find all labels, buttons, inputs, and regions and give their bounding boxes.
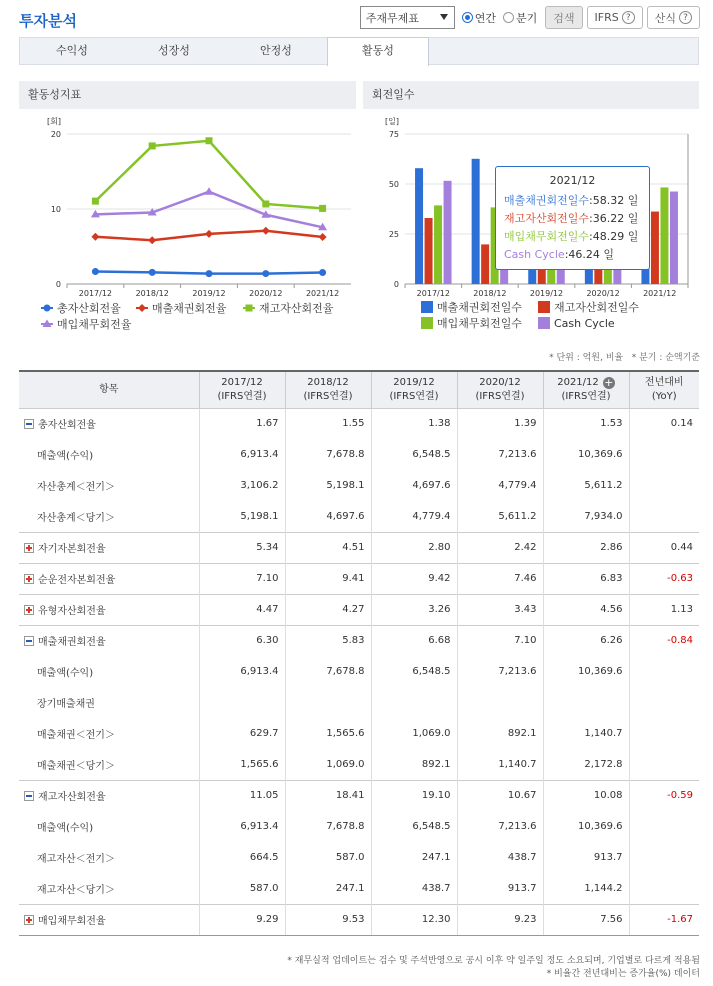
column-header-period	[457, 371, 543, 408]
row-label-cell	[19, 594, 199, 625]
value-cell: 2.80	[371, 532, 457, 563]
table-row	[19, 501, 699, 532]
quarter-note: * 분기 : 순액기준	[631, 353, 700, 363]
value-cell: 1,140.7	[543, 718, 629, 749]
value-cell: 5,611.2	[457, 501, 543, 532]
column-header-period	[543, 371, 629, 408]
footnote: * 비율간 전년대비는 증가율(%) 데이터	[546, 969, 700, 979]
row-label-cell	[19, 470, 199, 501]
tab-profitability[interactable]: 수익성	[56, 44, 88, 57]
value-cell: 1.67	[199, 408, 285, 439]
legend-label: 재고자산회전율	[259, 302, 334, 315]
x-tick-label: 2021/12	[305, 289, 340, 298]
column-header-yoy	[629, 371, 699, 408]
table-header-row	[19, 371, 699, 408]
bar	[481, 244, 489, 284]
data-point	[262, 227, 270, 235]
row-label-cell	[19, 501, 199, 532]
value-cell: 6,913.4	[199, 811, 285, 842]
row-label: 매출액(수익)	[37, 451, 94, 462]
data-point	[205, 230, 213, 238]
value-cell: 892.1	[457, 718, 543, 749]
bar	[425, 218, 433, 284]
yoy-cell: -1.67	[629, 904, 699, 935]
column-header-period	[199, 371, 285, 408]
legend-swatch	[421, 301, 433, 313]
tooltip-row	[504, 210, 641, 228]
legend-label: 매출채권회전일수	[437, 301, 523, 314]
activity-table	[19, 370, 699, 936]
value-cell: 9.23	[457, 904, 543, 935]
value-cell: 6,548.5	[371, 656, 457, 687]
row-label-cell	[19, 749, 199, 780]
value-cell: 3.43	[457, 594, 543, 625]
value-cell	[457, 687, 543, 718]
footnote: * 재무실적 업데이트는 검수 및 주석반영으로 공시 이후 약 일주일 정도 소요되며, 기업별로 다르게 적용됨	[287, 956, 700, 966]
yoy-cell	[629, 811, 699, 842]
legend-label: 매출채권회전율	[152, 302, 227, 315]
value-cell	[199, 687, 285, 718]
value-cell: 1,069.0	[371, 718, 457, 749]
table-row	[19, 718, 699, 749]
data-point	[319, 233, 327, 241]
row-label: 매출채권회전율	[38, 637, 106, 649]
tab-activity[interactable]: 활동성	[327, 37, 429, 66]
value-cell: 4.27	[285, 594, 371, 625]
table-row[interactable]	[19, 780, 699, 811]
unit-note: * 단위 : 억원, 비율	[549, 353, 624, 363]
row-label-cell	[19, 780, 199, 811]
value-cell: 587.0	[285, 842, 371, 873]
yoy-cell: 0.14	[629, 408, 699, 439]
value-cell: 4.56	[543, 594, 629, 625]
bar	[444, 181, 452, 284]
x-tick-label: 2017/12	[416, 289, 450, 298]
x-tick-label: 2019/12	[192, 289, 226, 298]
question-icon: ?	[679, 11, 692, 24]
table-row[interactable]	[19, 904, 699, 935]
table-row	[19, 439, 699, 470]
value-cell: 2.86	[543, 532, 629, 563]
value-cell: 6.26	[543, 625, 629, 656]
tooltip-label: 재고자산회전일수	[504, 212, 590, 225]
table-row	[19, 749, 699, 780]
table-row[interactable]	[19, 408, 699, 439]
value-cell: 4.47	[199, 594, 285, 625]
row-label: 매출채권＜전기＞	[37, 730, 115, 741]
row-label: 자기자본회전율	[38, 544, 106, 555]
yoy-cell	[629, 656, 699, 687]
tab-bar	[19, 37, 699, 65]
legend-marker	[138, 304, 146, 312]
series-line	[95, 192, 322, 228]
ifrs-label: IFRS	[594, 11, 619, 24]
yoy-cell	[629, 749, 699, 780]
legend-swatch	[421, 317, 433, 329]
row-label-cell	[19, 811, 199, 842]
row-label-cell	[19, 563, 199, 594]
header-line2: (IFRS연결)	[217, 390, 267, 402]
row-label: 매출액(수익)	[37, 668, 94, 679]
row-label: 순운전자본회전율	[38, 575, 116, 586]
table-row	[19, 873, 699, 904]
legend-marker	[246, 305, 253, 312]
yoy-cell: 0.44	[629, 532, 699, 563]
value-cell: 1.39	[457, 408, 543, 439]
activity-line-chart	[19, 112, 359, 334]
row-label: 매출액(수익)	[37, 823, 94, 834]
row-label: 자산총계＜전기＞	[37, 482, 115, 493]
value-cell: 10.67	[457, 780, 543, 811]
right-chart-title: 회전일수	[363, 81, 699, 109]
row-label: 장기매출채권	[37, 699, 95, 710]
yoy-cell	[629, 873, 699, 904]
value-cell: 2.42	[457, 532, 543, 563]
value-cell: 10,369.6	[543, 439, 629, 470]
value-cell: 18.41	[285, 780, 371, 811]
formula-label: 산식	[654, 11, 676, 25]
data-point	[319, 269, 326, 276]
legend-label: 재고자산회전일수	[554, 301, 640, 314]
value-cell: 7,213.6	[457, 656, 543, 687]
value-cell: 5,198.1	[199, 501, 285, 532]
value-cell: 247.1	[371, 842, 457, 873]
value-cell: 1,565.6	[199, 749, 285, 780]
value-cell: 9.29	[199, 904, 285, 935]
statement-select[interactable]	[360, 6, 455, 29]
radio-unchecked-icon	[503, 12, 514, 23]
value-cell: 1,144.2	[543, 873, 629, 904]
value-cell: 7.56	[543, 904, 629, 935]
y-tick-label: 25	[388, 230, 399, 239]
left-chart-title: 활동성지표	[19, 81, 356, 109]
row-label-cell	[19, 532, 199, 563]
value-cell: 19.10	[371, 780, 457, 811]
row-label: 재고자산회전율	[38, 792, 106, 804]
data-point	[206, 137, 213, 144]
collapse-icon[interactable]	[24, 636, 34, 646]
data-point	[319, 205, 326, 212]
value-cell: 7,934.0	[543, 501, 629, 532]
row-label-cell	[19, 625, 199, 656]
tab-stability[interactable]: 안정성	[260, 44, 292, 57]
expand-icon[interactable]	[24, 605, 34, 615]
data-point	[92, 268, 99, 275]
header-line2: (YoY)	[651, 390, 677, 402]
x-tick-label: 2020/12	[249, 289, 283, 298]
value-cell: 6.30	[199, 625, 285, 656]
value-cell: 913.7	[543, 842, 629, 873]
tooltip-value: :46.24 일	[564, 248, 615, 261]
value-cell: 5,611.2	[543, 470, 629, 501]
row-label: 자산총계＜당기＞	[37, 512, 115, 524]
yoy-cell: -0.84	[629, 625, 699, 656]
row-label: 재고자산＜당기＞	[37, 884, 115, 896]
value-cell: 5.83	[285, 625, 371, 656]
row-label-cell	[19, 408, 199, 439]
statement-select-value: 주재무제표	[365, 12, 419, 25]
x-tick-label: 2018/12	[473, 289, 507, 298]
tooltip-row	[504, 228, 641, 246]
chart-tooltip	[495, 166, 650, 270]
row-label-cell	[19, 873, 199, 904]
header-line1: 항목	[99, 383, 119, 395]
value-cell: 7,213.6	[457, 439, 543, 470]
x-tick-label: 2018/12	[135, 289, 169, 298]
x-tick-label: 2017/12	[78, 289, 113, 298]
ifrs-help-button[interactable]	[587, 6, 643, 29]
annual-radio[interactable]	[462, 10, 496, 26]
table-row[interactable]	[19, 594, 699, 625]
value-cell: 587.0	[199, 873, 285, 904]
row-label: 매입채무회전율	[38, 916, 106, 927]
column-header-item	[19, 371, 199, 408]
expand-icon[interactable]	[24, 915, 34, 925]
y-axis-unit: [회]	[47, 117, 61, 126]
row-label-cell	[19, 904, 199, 935]
formula-help-button[interactable]	[647, 6, 700, 29]
bar	[472, 159, 480, 284]
data-point	[206, 270, 213, 277]
yoy-cell	[629, 501, 699, 532]
x-tick-label: 2019/12	[529, 289, 564, 298]
bar	[660, 187, 668, 284]
value-cell: 5,198.1	[285, 470, 371, 501]
value-cell: 913.7	[457, 873, 543, 904]
yoy-cell	[629, 842, 699, 873]
table-body	[19, 408, 699, 935]
data-point	[205, 187, 214, 195]
expand-icon[interactable]	[24, 574, 34, 584]
bar	[434, 205, 442, 284]
value-cell: 3.26	[371, 594, 457, 625]
tooltip-label: 매입채무회전일수	[504, 230, 590, 243]
value-cell: 438.7	[371, 873, 457, 904]
row-label-cell	[19, 842, 199, 873]
value-cell: 9.53	[285, 904, 371, 935]
series-line	[95, 141, 322, 209]
value-cell: 7.46	[457, 563, 543, 594]
value-cell: 1,069.0	[285, 749, 371, 780]
value-cell: 6,913.4	[199, 656, 285, 687]
y-tick-label: 0	[55, 280, 61, 289]
value-cell: 6,548.5	[371, 811, 457, 842]
y-axis-unit: [일]	[385, 117, 399, 126]
tooltip-title: 2021/12	[549, 174, 596, 187]
x-tick-label: 2021/12	[643, 289, 677, 298]
y-tick-label: 75	[388, 130, 399, 139]
table-row	[19, 470, 699, 501]
value-cell: 1,140.7	[457, 749, 543, 780]
question-icon: ?	[622, 11, 635, 24]
bar	[415, 168, 423, 284]
value-cell: 1.38	[371, 408, 457, 439]
value-cell: 9.42	[371, 563, 457, 594]
value-cell: 7,678.8	[285, 439, 371, 470]
legend-swatch	[538, 301, 550, 313]
value-cell: 7,678.8	[285, 656, 371, 687]
table-row	[19, 811, 699, 842]
tooltip-value: :48.29 일	[589, 230, 639, 243]
value-cell: 6,548.5	[371, 439, 457, 470]
value-cell: 10,369.6	[543, 656, 629, 687]
table-row	[19, 842, 699, 873]
value-cell: 10.08	[543, 780, 629, 811]
bar	[651, 212, 659, 284]
value-cell: 1,565.6	[285, 718, 371, 749]
header-line1: 2021/12	[557, 376, 599, 388]
header-line2: (IFRS연결)	[389, 390, 439, 402]
legend-label: 매입채무회전일수	[437, 317, 523, 330]
yoy-cell	[629, 687, 699, 718]
legend-label: 총자산회전율	[57, 302, 121, 315]
tooltip-value: :58.32 일	[589, 194, 639, 207]
header-line1: 전년대비	[644, 376, 684, 388]
x-tick-label: 2020/12	[586, 289, 620, 298]
y-tick-label: 20	[50, 130, 61, 139]
value-cell: 5.34	[199, 532, 285, 563]
value-cell: 4,779.4	[457, 470, 543, 501]
row-label-cell	[19, 718, 199, 749]
table-row[interactable]	[19, 625, 699, 656]
value-cell: 1.53	[543, 408, 629, 439]
y-tick-label: 10	[50, 205, 61, 214]
header-line2: (IFRS연결)	[303, 390, 353, 402]
table-row	[19, 687, 699, 718]
value-cell: 438.7	[457, 842, 543, 873]
value-cell	[543, 687, 629, 718]
yoy-cell: -0.59	[629, 780, 699, 811]
data-point	[149, 269, 156, 276]
tooltip-row	[504, 192, 641, 210]
y-tick-label: 0	[393, 280, 399, 289]
header-line1: 2018/12	[307, 376, 349, 388]
annual-radio-label: 연간	[474, 11, 496, 25]
yoy-cell	[629, 439, 699, 470]
radio-checked-icon	[462, 12, 473, 23]
header-line1: 2020/12	[479, 376, 521, 388]
value-cell: 892.1	[371, 749, 457, 780]
value-cell: 6,913.4	[199, 439, 285, 470]
column-header-period	[371, 371, 457, 408]
value-cell: 6.68	[371, 625, 457, 656]
value-cell: 4,697.6	[371, 470, 457, 501]
bar	[670, 192, 678, 284]
value-cell: 11.05	[199, 780, 285, 811]
expand-icon[interactable]	[24, 543, 34, 553]
value-cell: 7,678.8	[285, 811, 371, 842]
header-line2: (IFRS연결)	[475, 390, 525, 402]
value-cell: 1.55	[285, 408, 371, 439]
data-point	[262, 200, 269, 207]
tooltip-row	[504, 246, 641, 264]
value-cell: 4.51	[285, 532, 371, 563]
value-cell: 2,172.8	[543, 749, 629, 780]
page-title: 투자분석	[19, 12, 77, 30]
value-cell: 7.10	[199, 563, 285, 594]
chevron-down-icon	[440, 14, 448, 20]
column-header-period	[285, 371, 371, 408]
quarter-radio[interactable]	[503, 10, 537, 26]
legend-marker	[44, 305, 51, 312]
data-point	[92, 198, 99, 205]
yoy-cell: -0.63	[629, 563, 699, 594]
value-cell: 12.30	[371, 904, 457, 935]
row-label: 유형자산회전율	[38, 606, 106, 617]
value-cell: 9.41	[285, 563, 371, 594]
value-cell: 4,697.6	[285, 501, 371, 532]
value-cell: 664.5	[199, 842, 285, 873]
tooltip-label: Cash Cycle	[504, 248, 565, 261]
legend-label: 매입채무회전율	[57, 318, 132, 331]
value-cell: 629.7	[199, 718, 285, 749]
value-cell: 7.10	[457, 625, 543, 656]
value-cell: 4,779.4	[371, 501, 457, 532]
value-cell	[285, 687, 371, 718]
collapse-icon[interactable]	[24, 791, 34, 801]
row-label: 총자산회전율	[38, 420, 96, 432]
toolbar	[360, 6, 700, 29]
value-cell: 7,213.6	[457, 811, 543, 842]
y-tick-label: 50	[388, 180, 399, 189]
yoy-cell	[629, 470, 699, 501]
header-line2: (IFRS연결)	[561, 390, 611, 402]
table-row[interactable]	[19, 563, 699, 594]
yoy-cell	[629, 718, 699, 749]
yoy-cell: 1.13	[629, 594, 699, 625]
data-point	[262, 270, 269, 277]
row-label: 재고자산＜전기＞	[37, 854, 115, 865]
search-button[interactable]: 검색	[545, 6, 582, 29]
row-label-cell	[19, 656, 199, 687]
data-point	[149, 142, 156, 149]
row-label: 매출채권＜당기＞	[37, 760, 115, 772]
data-point	[91, 233, 99, 241]
tooltip-value: :36.22 일	[589, 212, 639, 225]
legend-label: Cash Cycle	[554, 317, 615, 330]
legend-swatch	[538, 317, 550, 329]
value-cell: 3,106.2	[199, 470, 285, 501]
value-cell: 10,369.6	[543, 811, 629, 842]
tooltip-label: 매출채권회전일수	[504, 194, 590, 207]
header-line1: 2019/12	[393, 376, 435, 388]
table-row[interactable]	[19, 532, 699, 563]
unit-notes	[549, 350, 700, 363]
tab-growth[interactable]: 성장성	[158, 44, 190, 57]
value-cell	[371, 687, 457, 718]
table-row	[19, 656, 699, 687]
data-point	[148, 236, 156, 244]
add-column-icon[interactable]: +	[604, 375, 614, 389]
value-cell: 247.1	[285, 873, 371, 904]
header-line1: 2017/12	[221, 376, 263, 388]
row-label-cell	[19, 439, 199, 470]
quarter-radio-label: 분기	[516, 11, 538, 25]
collapse-icon[interactable]	[24, 419, 34, 429]
row-label-cell	[19, 687, 199, 718]
value-cell: 6.83	[543, 563, 629, 594]
